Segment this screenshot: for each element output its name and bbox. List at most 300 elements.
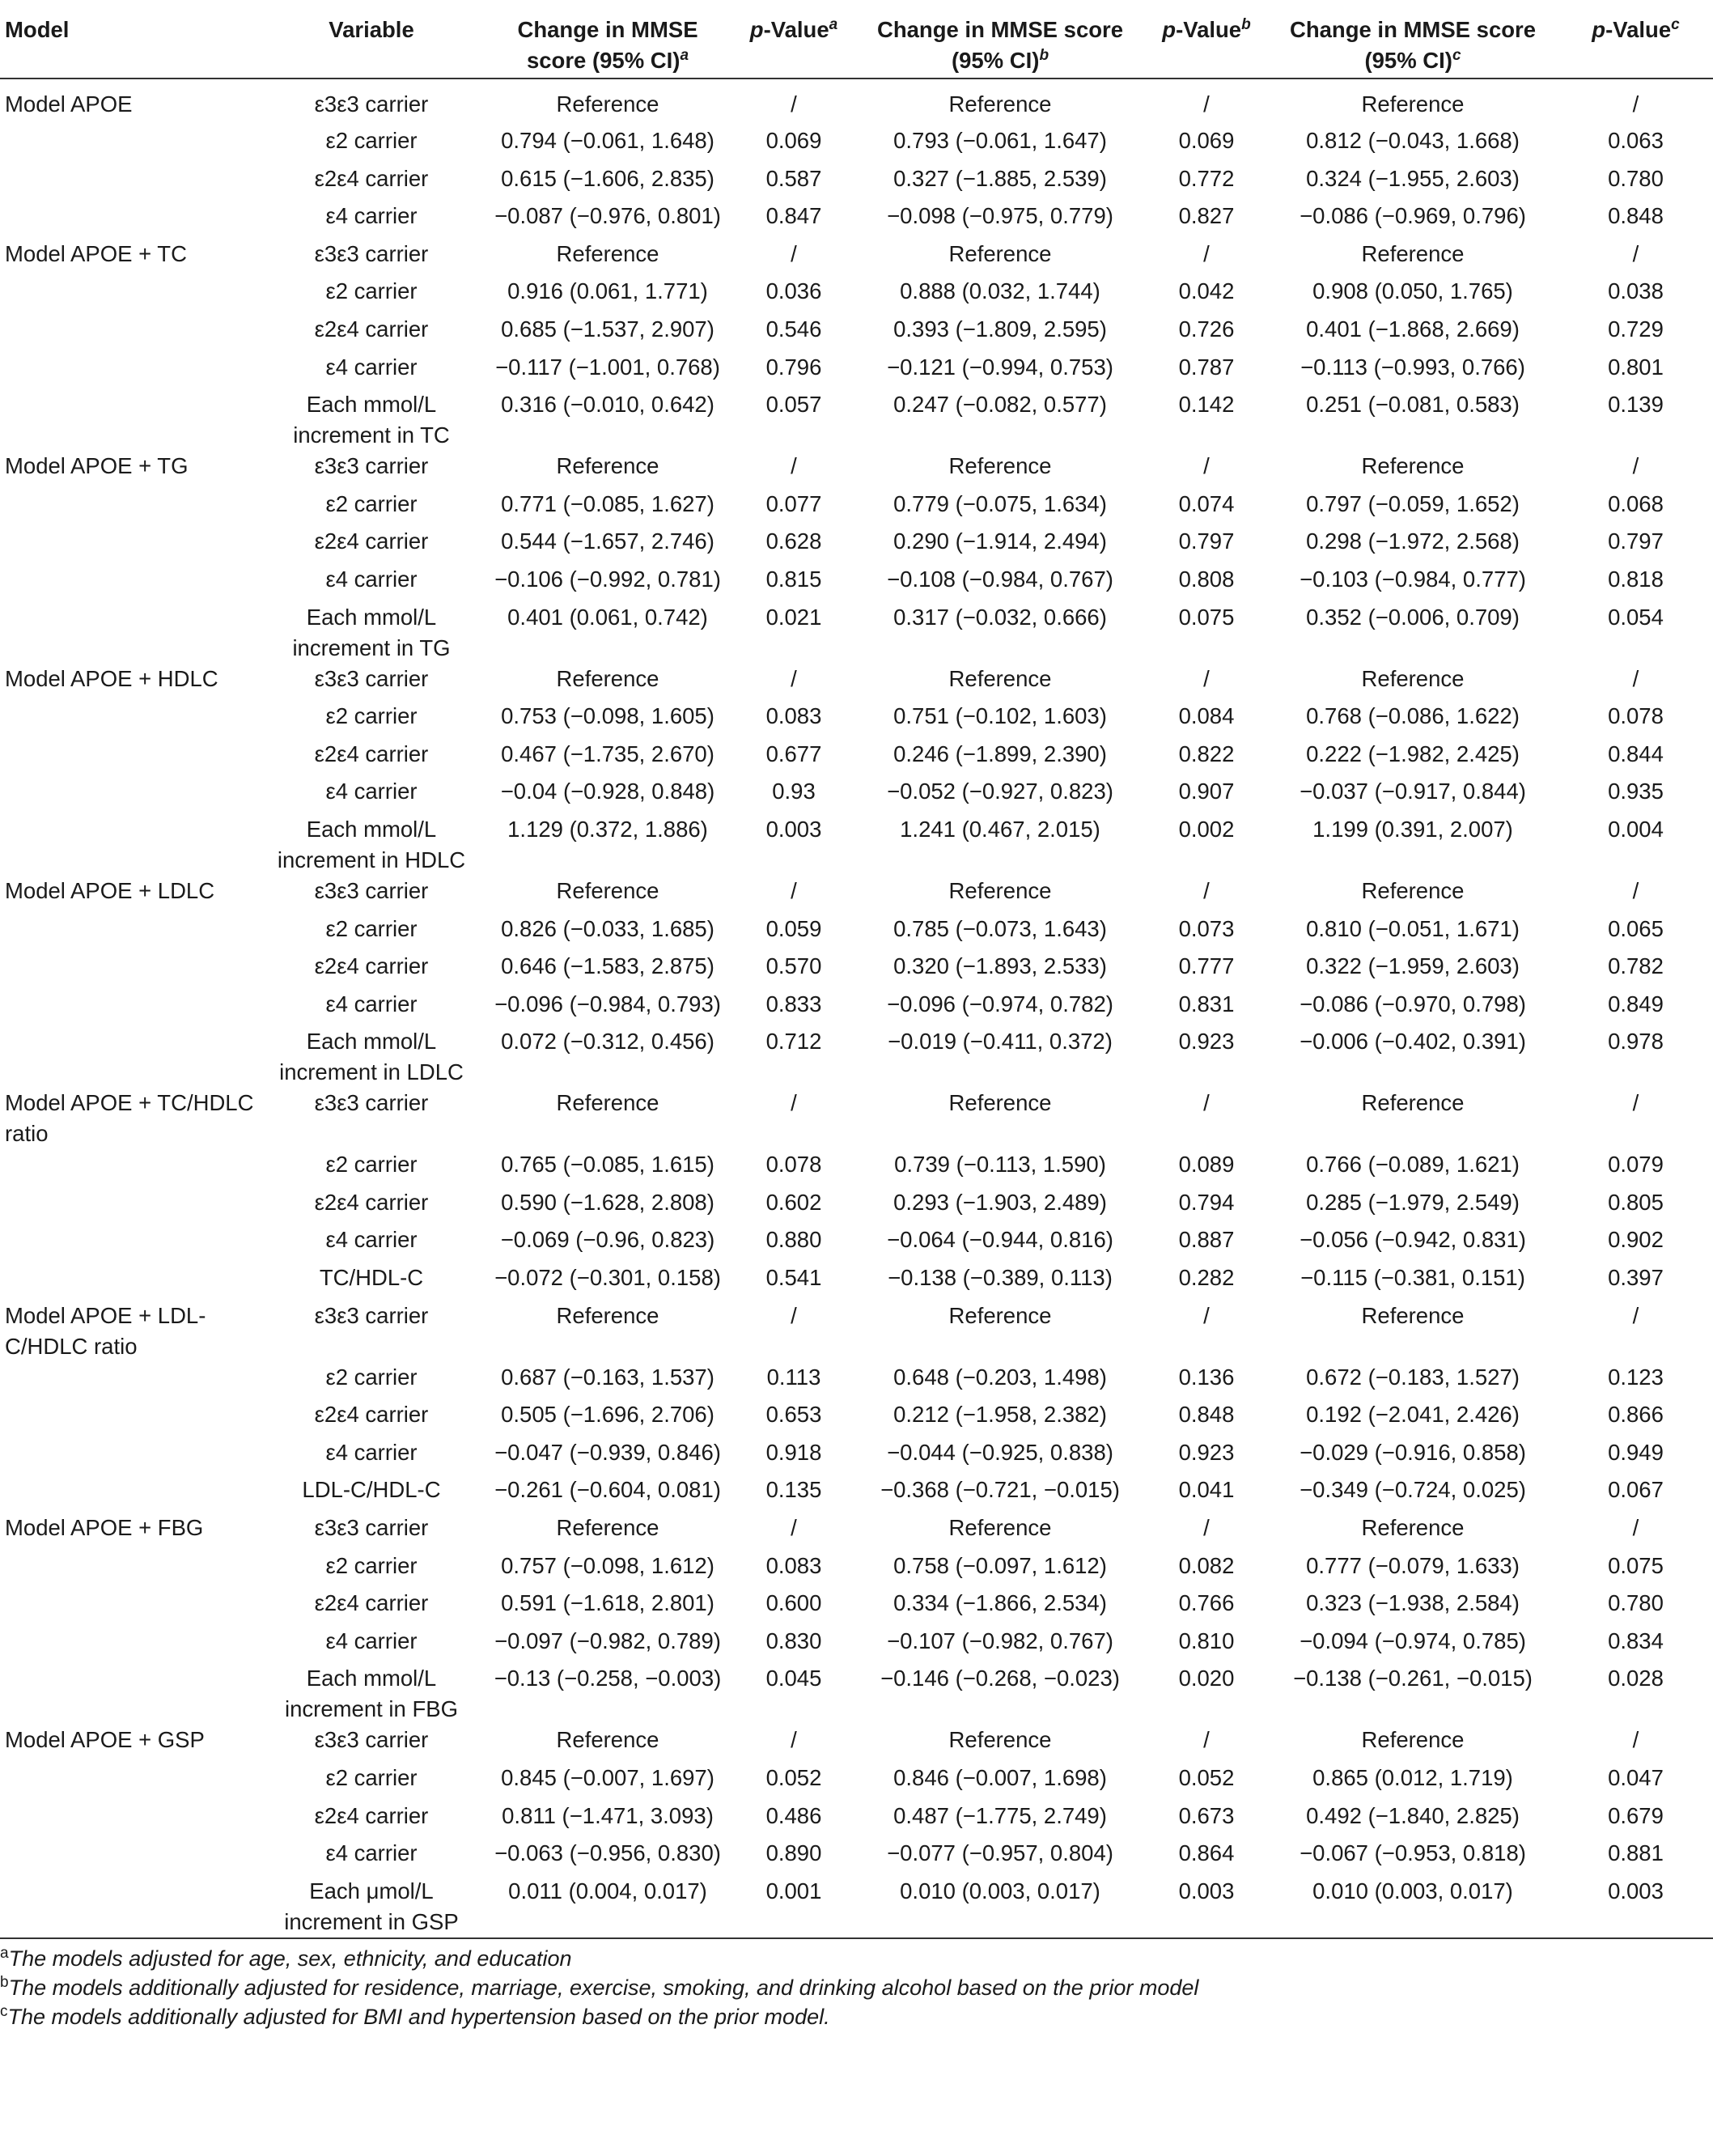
cell-pvalue-a: 0.001 (733, 1876, 854, 1938)
cell-pvalue-b: 0.003 (1146, 1876, 1267, 1938)
cell-pvalue-b: 0.923 (1178, 1029, 1235, 1055)
cell-change-a: Reference (556, 91, 659, 117)
cell-pvalue-a: 0.93 (772, 779, 816, 804)
cell-variable: ε4 carrier (325, 779, 418, 804)
cell-pvalue-c: / (1632, 91, 1639, 117)
cell-pvalue-c: 0.780 (1608, 165, 1664, 191)
table-row (0, 1801, 1713, 1839)
cell-variable: ε4 carrier (325, 354, 418, 380)
cell-change-b: Reference (948, 240, 1052, 266)
cell-model (0, 1663, 261, 1725)
cell-pvalue-c: / (1632, 877, 1639, 903)
cell-pvalue-a: 0.587 (765, 165, 822, 191)
cell-model (0, 1224, 261, 1263)
cell-pvalue-b: / (1203, 1727, 1210, 1753)
cell-change-c: −0.113 (−0.993, 0.766) (1300, 354, 1525, 380)
cell-change-c: 0.492 (−1.840, 2.825) (1306, 1802, 1520, 1828)
cell-change-b: 0.793 (−0.061, 1.647) (893, 128, 1107, 153)
cell-pvalue-a: 0.830 (765, 1628, 822, 1653)
cell-variable: ε2ε4 carrier (314, 953, 429, 979)
cell-change-b: Reference (948, 665, 1052, 691)
cell-pvalue-b: 0.084 (1178, 703, 1235, 729)
table-row (0, 352, 1713, 390)
table-row (0, 239, 1713, 277)
cell-pvalue-b: 0.042 (1178, 278, 1235, 304)
cell-change-b: −0.108 (−0.984, 0.767) (887, 566, 1113, 592)
header-change-c-label: Change in MMSE score (95% CI) (1289, 17, 1537, 73)
cell-change-c: Reference (1361, 240, 1465, 266)
table-row (0, 1663, 1713, 1725)
cell-variable: ε2 carrier (325, 1364, 418, 1390)
cell-variable: ε2 carrier (325, 703, 418, 729)
cell-change-b: 0.487 (−1.775, 2.749) (893, 1802, 1107, 1828)
cell-variable: ε4 carrier (325, 203, 418, 229)
cell-model (0, 989, 261, 1027)
cell-change-b: 0.320 (−1.893, 2.533) (893, 953, 1107, 979)
table-row (0, 564, 1713, 602)
cell-model (0, 776, 261, 814)
table-row (0, 1301, 1713, 1362)
cell-change-a: 0.826 (−0.033, 1.685) (501, 915, 714, 941)
cell-change-b: 0.290 (−1.914, 2.494) (893, 528, 1107, 554)
cell-pvalue-a: 0.602 (765, 1189, 822, 1215)
cell-change-c: 0.672 (−0.183, 1.527) (1306, 1364, 1520, 1390)
cell-pvalue-b: / (1203, 877, 1210, 903)
cell-variable: LDL-C/HDL-C (302, 1477, 441, 1503)
cell-change-a: Reference (556, 240, 659, 266)
cell-pvalue-c: 0.949 (1608, 1439, 1664, 1465)
cell-model (0, 1626, 261, 1664)
cell-variable: ε2 carrier (325, 915, 418, 941)
cell-change-a: −0.047 (−0.939, 0.846) (494, 1439, 721, 1465)
cell-model: Model APOE + HDLC (5, 665, 218, 691)
cell-variable: Each mmol/L increment in HDLC (277, 816, 466, 872)
cell-change-c: −0.086 (−0.969, 0.796) (1300, 203, 1526, 229)
cell-pvalue-b: 0.864 (1178, 1840, 1235, 1866)
header-change-a-sup: a (680, 46, 689, 64)
cell-pvalue-a: 0.600 (765, 1590, 822, 1616)
cell-change-b: Reference (948, 1302, 1052, 1328)
cell-pvalue-b: 0.136 (1178, 1364, 1235, 1390)
cell-change-c: 0.251 (−0.081, 0.583) (1306, 392, 1520, 418)
cell-change-c: Reference (1361, 1090, 1465, 1116)
cell-model (0, 951, 261, 989)
cell-model (0, 526, 261, 564)
cell-pvalue-a: 0.052 (765, 1765, 822, 1790)
header-model (0, 0, 261, 79)
cell-change-a: 0.505 (−1.696, 2.706) (501, 1402, 714, 1428)
cell-change-b: 0.212 (−1.958, 2.382) (893, 1402, 1107, 1428)
table-row (0, 1437, 1713, 1475)
cell-pvalue-a: 0.833 (765, 991, 822, 1016)
footnote-mark: c (0, 2003, 8, 2020)
cell-model (0, 1838, 261, 1876)
cell-pvalue-b: 0.020 (1178, 1666, 1235, 1691)
cell-change-a: 0.687 (−0.163, 1.537) (501, 1364, 714, 1390)
table-row (0, 1551, 1713, 1589)
cell-variable: ε2 carrier (325, 128, 418, 153)
cell-change-b: 0.758 (−0.097, 1.612) (893, 1552, 1107, 1578)
cell-variable: ε2 carrier (325, 1152, 418, 1178)
cell-model (0, 125, 261, 163)
cell-pvalue-a: 0.078 (765, 1152, 822, 1178)
cell-change-a: 0.615 (−1.606, 2.835) (501, 165, 714, 191)
cell-variable: ε2ε4 carrier (314, 1189, 429, 1215)
cell-model (0, 314, 261, 352)
cell-change-b: 0.779 (−0.075, 1.634) (893, 490, 1107, 516)
cell-change-b: Reference (948, 1090, 1052, 1116)
cell-variable: Each mmol/L increment in TC (293, 392, 450, 448)
cell-model (0, 602, 261, 664)
cell-pvalue-b: 0.822 (1178, 741, 1235, 766)
cell-model (0, 1149, 261, 1187)
cell-change-a: 0.467 (−1.735, 2.670) (501, 741, 714, 766)
cell-pvalue-b: / (1203, 665, 1210, 691)
footnote-mark: b (0, 1974, 9, 1991)
table-row (0, 951, 1713, 989)
cell-change-c: 0.352 (−0.006, 0.709) (1306, 604, 1520, 630)
cell-change-a: Reference (556, 1727, 659, 1753)
cell-pvalue-a: / (791, 1302, 797, 1328)
cell-change-c: 0.777 (−0.079, 1.633) (1306, 1552, 1520, 1578)
cell-pvalue-c: 0.068 (1608, 490, 1664, 516)
cell-change-c: −0.115 (−0.381, 0.151) (1300, 1265, 1525, 1291)
cell-pvalue-c: 0.866 (1608, 1402, 1664, 1428)
cell-model (0, 1437, 261, 1475)
header-row (0, 0, 1713, 79)
cell-pvalue-b: 0.797 (1178, 528, 1235, 554)
cell-change-a: 0.544 (−1.657, 2.746) (501, 528, 714, 554)
cell-variable: Each mmol/L increment in FBG (285, 1666, 458, 1722)
cell-pvalue-b: 0.073 (1178, 915, 1235, 941)
cell-pvalue-b: 0.923 (1178, 1439, 1235, 1465)
cell-pvalue-c: / (1632, 453, 1639, 479)
table-row (0, 914, 1713, 952)
table-row (0, 79, 1713, 125)
cell-change-b: 0.246 (−1.899, 2.390) (893, 741, 1107, 766)
cell-variable: ε4 carrier (325, 991, 418, 1016)
cell-model (0, 1876, 261, 1938)
footnote (0, 1944, 1699, 1973)
cell-change-a: 0.765 (−0.085, 1.615) (501, 1152, 714, 1178)
cell-change-b: 0.751 (−0.102, 1.603) (893, 703, 1107, 729)
table-row (0, 1362, 1713, 1400)
cell-pvalue-a: 0.628 (765, 528, 822, 554)
cell-change-a: −0.261 (−0.604, 0.081) (494, 1477, 721, 1503)
cell-change-a: −0.072 (−0.301, 0.158) (494, 1265, 721, 1291)
table-row (0, 451, 1713, 489)
cell-variable: ε2 carrier (325, 1552, 418, 1578)
cell-pvalue-b: 0.069 (1178, 128, 1235, 153)
cell-change-b: −0.121 (−0.994, 0.753) (887, 354, 1113, 380)
cell-pvalue-a: 0.546 (765, 316, 822, 342)
header-pvalue-b-sup: b (1241, 15, 1251, 33)
cell-pvalue-c: 0.935 (1608, 779, 1664, 804)
cell-pvalue-c: 0.123 (1608, 1364, 1664, 1390)
cell-pvalue-c: 0.004 (1608, 816, 1664, 842)
cell-variable: ε4 carrier (325, 1227, 418, 1253)
header-change-a (482, 0, 733, 79)
cell-pvalue-a: 0.815 (765, 566, 822, 592)
table-row (0, 1838, 1713, 1876)
cell-pvalue-b: 0.808 (1178, 566, 1235, 592)
cell-pvalue-b: 0.052 (1178, 1765, 1235, 1790)
header-pvalue-c (1558, 0, 1713, 79)
table-row (0, 1224, 1713, 1263)
cell-change-b: 0.247 (−0.082, 0.577) (893, 392, 1107, 418)
cell-change-b: 1.241 (0.467, 2.015) (900, 816, 1100, 842)
header-pvalue-c-sup: c (1671, 15, 1680, 33)
cell-pvalue-a: / (791, 453, 797, 479)
cell-variable: ε4 carrier (325, 566, 418, 592)
cell-pvalue-c: 0.902 (1608, 1227, 1664, 1253)
cell-variable: Each mmol/L increment in LDLC (279, 1029, 464, 1085)
cell-change-a: 0.771 (−0.085, 1.627) (501, 490, 714, 516)
cell-pvalue-c: / (1632, 1302, 1639, 1328)
cell-change-c: −0.349 (−0.724, 0.025) (1300, 1477, 1526, 1503)
table-row (0, 876, 1713, 914)
table-body (0, 79, 1713, 1938)
cell-change-a: 0.916 (0.061, 1.771) (507, 278, 708, 304)
cell-change-c: −0.067 (−0.953, 0.818) (1300, 1840, 1526, 1866)
table-row (0, 526, 1713, 564)
cell-change-c: −0.086 (−0.970, 0.798) (1300, 991, 1526, 1016)
cell-pvalue-b: 0.082 (1178, 1552, 1235, 1578)
cell-pvalue-a: 0.847 (765, 203, 822, 229)
cell-model (0, 814, 261, 876)
cell-change-c: 0.010 (0.003, 0.017) (1267, 1876, 1558, 1938)
cell-change-b: −0.052 (−0.927, 0.823) (887, 779, 1113, 804)
cell-change-a: 0.401 (0.061, 0.742) (507, 604, 708, 630)
cell-variable: ε2ε4 carrier (314, 165, 429, 191)
cell-variable: Each μmol/L increment in GSP (261, 1876, 482, 1938)
cell-pvalue-a: 0.059 (765, 915, 822, 941)
cell-pvalue-c: 0.075 (1608, 1552, 1664, 1578)
cell-change-b: Reference (948, 1515, 1052, 1541)
cell-pvalue-c: 0.067 (1608, 1477, 1664, 1503)
cell-change-c: 0.768 (−0.086, 1.622) (1306, 703, 1520, 729)
cell-change-c: −0.006 (−0.402, 0.391) (1300, 1029, 1526, 1055)
cell-model (0, 352, 261, 390)
cell-change-b: 0.327 (−1.885, 2.539) (893, 165, 1107, 191)
cell-model (0, 276, 261, 314)
cell-pvalue-a: 0.003 (765, 816, 822, 842)
cell-model (0, 201, 261, 239)
table-row (0, 489, 1713, 527)
cell-change-c: Reference (1361, 665, 1465, 691)
cell-change-a: 0.316 (−0.010, 0.642) (501, 392, 714, 418)
header-pvalue-b-prefix: p (1162, 17, 1177, 42)
cell-pvalue-b: 0.831 (1178, 991, 1235, 1016)
cell-change-b: −0.146 (−0.268, −0.023) (880, 1666, 1120, 1691)
cell-change-a: 0.845 (−0.007, 1.697) (501, 1765, 714, 1790)
cell-model (0, 1551, 261, 1589)
cell-pvalue-a: / (791, 1090, 797, 1116)
table-row (0, 1725, 1713, 1763)
cell-pvalue-a: 0.083 (765, 1552, 822, 1578)
cell-model (0, 1362, 261, 1400)
cell-pvalue-c: 0.780 (1608, 1590, 1664, 1616)
cell-change-c: Reference (1361, 1302, 1465, 1328)
cell-model (0, 1588, 261, 1626)
table-row (0, 125, 1713, 163)
header-change-b-sup: b (1039, 46, 1049, 64)
header-change-c-sup: c (1452, 46, 1461, 64)
table-row (0, 1026, 1713, 1088)
cell-change-b: Reference (948, 1727, 1052, 1753)
cell-pvalue-a: 0.083 (765, 703, 822, 729)
header-pvalue-b-label: -Value (1176, 17, 1242, 42)
cell-model: Model APOE + TC/HDLC ratio (5, 1090, 254, 1147)
header-pvalue-a-prefix: p (749, 17, 764, 42)
cell-change-c: 0.324 (−1.955, 2.603) (1306, 165, 1520, 191)
cell-pvalue-a: 0.135 (765, 1477, 822, 1503)
cell-pvalue-c: 0.834 (1608, 1628, 1664, 1653)
footnote-text: The models adjusted for age, sex, ethnicity, and education (8, 1946, 572, 1971)
cell-change-b: 0.648 (−0.203, 1.498) (893, 1364, 1107, 1390)
cell-variable: ε2 carrier (325, 1765, 418, 1790)
cell-pvalue-b: 0.002 (1178, 816, 1235, 842)
cell-pvalue-a: 0.570 (765, 953, 822, 979)
cell-change-c: 0.298 (−1.972, 2.568) (1306, 528, 1520, 554)
cell-model (0, 1263, 261, 1301)
cell-variable: ε3ε3 carrier (314, 91, 429, 117)
cell-change-c: −0.037 (−0.917, 0.844) (1300, 779, 1526, 804)
cell-pvalue-a: 0.045 (765, 1666, 822, 1691)
cell-pvalue-a: 0.077 (765, 490, 822, 516)
cell-pvalue-b: 0.772 (1178, 165, 1235, 191)
cell-pvalue-a: 0.653 (765, 1402, 822, 1428)
table-row (0, 276, 1713, 314)
header-pvalue-a (733, 0, 854, 79)
cell-model (0, 389, 261, 451)
cell-change-b: −0.138 (−0.389, 0.113) (888, 1265, 1113, 1291)
cell-change-a: −0.097 (−0.982, 0.789) (494, 1628, 721, 1653)
cell-change-a: −0.106 (−0.992, 0.781) (494, 566, 721, 592)
cell-pvalue-b: 0.794 (1178, 1189, 1235, 1215)
cell-change-c: Reference (1361, 877, 1465, 903)
footnote (0, 1973, 1699, 2002)
cell-change-b: 0.739 (−0.113, 1.590) (894, 1152, 1106, 1178)
cell-pvalue-b: 0.907 (1178, 779, 1235, 804)
cell-model (0, 1763, 261, 1801)
cell-variable: ε2ε4 carrier (314, 316, 429, 342)
header-change-b (854, 0, 1146, 79)
cell-change-a: Reference (556, 665, 659, 691)
cell-pvalue-a: 0.918 (765, 1439, 822, 1465)
cell-variable: ε3ε3 carrier (314, 1727, 429, 1753)
cell-pvalue-a: 0.057 (765, 392, 822, 418)
cell-pvalue-b: / (1203, 1302, 1210, 1328)
header-pvalue-b (1146, 0, 1267, 79)
table-row (0, 1876, 1713, 1938)
cell-variable: ε2ε4 carrier (314, 741, 429, 766)
cell-pvalue-c: 0.844 (1608, 741, 1664, 766)
cell-model (0, 914, 261, 952)
cell-change-c: Reference (1361, 453, 1465, 479)
cell-model (0, 163, 261, 202)
header-variable (261, 0, 482, 79)
cell-change-a: 0.757 (−0.098, 1.612) (501, 1552, 714, 1578)
cell-change-c: Reference (1361, 1727, 1465, 1753)
cell-change-c: 1.199 (0.391, 2.007) (1312, 816, 1513, 842)
cell-change-b: −0.064 (−0.944, 0.816) (887, 1227, 1113, 1253)
cell-change-c: 0.323 (−1.938, 2.584) (1306, 1590, 1520, 1616)
cell-pvalue-c: 0.978 (1608, 1029, 1664, 1055)
cell-pvalue-c: 0.782 (1608, 953, 1664, 979)
cell-pvalue-b: 0.787 (1178, 354, 1235, 380)
table-row (0, 314, 1713, 352)
cell-model (0, 1399, 261, 1437)
table-row (0, 814, 1713, 876)
cell-variable: ε3ε3 carrier (314, 1515, 429, 1541)
cell-change-a: 0.011 (0.004, 0.017) (482, 1876, 733, 1938)
cell-pvalue-b: 0.282 (1178, 1265, 1235, 1291)
cell-pvalue-c: 0.065 (1608, 915, 1664, 941)
header-pvalue-a-sup: a (829, 15, 838, 33)
cell-pvalue-c: 0.054 (1608, 604, 1664, 630)
cell-variable: Each mmol/L increment in TG (292, 604, 451, 660)
cell-variable: ε2ε4 carrier (314, 1590, 429, 1616)
cell-change-b: −0.096 (−0.974, 0.782) (887, 991, 1113, 1016)
cell-pvalue-a: / (791, 240, 797, 266)
cell-model (0, 564, 261, 602)
footnote (0, 2002, 1699, 2031)
cell-model (0, 1187, 261, 1225)
cell-change-c: −0.029 (−0.916, 0.858) (1300, 1439, 1526, 1465)
cell-pvalue-b: 0.827 (1178, 203, 1235, 229)
cell-pvalue-a: 0.021 (765, 604, 822, 630)
cell-pvalue-c: 0.679 (1608, 1802, 1664, 1828)
cell-pvalue-b: 0.089 (1178, 1152, 1235, 1178)
cell-change-b: 0.010 (0.003, 0.017) (854, 1876, 1146, 1938)
cell-change-a: −0.096 (−0.984, 0.793) (494, 991, 721, 1016)
cell-change-c: −0.094 (−0.974, 0.785) (1300, 1628, 1526, 1653)
table-row (0, 201, 1713, 239)
cell-model: Model APOE + TC (5, 240, 187, 266)
cell-pvalue-a: 0.541 (765, 1265, 822, 1291)
cell-pvalue-a: 0.036 (765, 278, 822, 304)
cell-pvalue-a: 0.712 (765, 1029, 822, 1055)
header-change-b-label: Change in MMSE score (95% CI) (876, 17, 1124, 73)
cell-change-c: 0.285 (−1.979, 2.549) (1306, 1189, 1520, 1215)
cell-model (0, 1475, 261, 1513)
cell-pvalue-b: / (1203, 1515, 1210, 1541)
cell-pvalue-c: 0.028 (1608, 1666, 1664, 1691)
cell-pvalue-c: / (1632, 1727, 1639, 1753)
cell-change-b: −0.098 (−0.975, 0.779) (887, 203, 1113, 229)
cell-change-b: 0.888 (0.032, 1.744) (900, 278, 1100, 304)
table-row (0, 776, 1713, 814)
cell-model: Model APOE + LDLC (5, 877, 215, 903)
cell-variable: ε2 carrier (325, 278, 418, 304)
cell-pvalue-a: 0.677 (765, 741, 822, 766)
cell-change-a: Reference (556, 1302, 659, 1328)
cell-model: Model APOE (5, 91, 133, 117)
cell-change-b: −0.019 (−0.411, 0.372) (888, 1029, 1113, 1055)
cell-pvalue-b: / (1203, 91, 1210, 117)
cell-change-b: 0.334 (−1.866, 2.534) (893, 1590, 1107, 1616)
cell-pvalue-a: / (791, 877, 797, 903)
cell-change-a: 0.646 (−1.583, 2.875) (501, 953, 714, 979)
cell-change-b: Reference (948, 453, 1052, 479)
cell-pvalue-b: 0.848 (1178, 1402, 1235, 1428)
footnote-mark: a (0, 1945, 9, 1962)
cell-pvalue-b: 0.777 (1178, 953, 1235, 979)
cell-change-b: Reference (948, 91, 1052, 117)
cell-pvalue-b: 0.142 (1178, 392, 1235, 418)
cell-pvalue-a: / (791, 665, 797, 691)
